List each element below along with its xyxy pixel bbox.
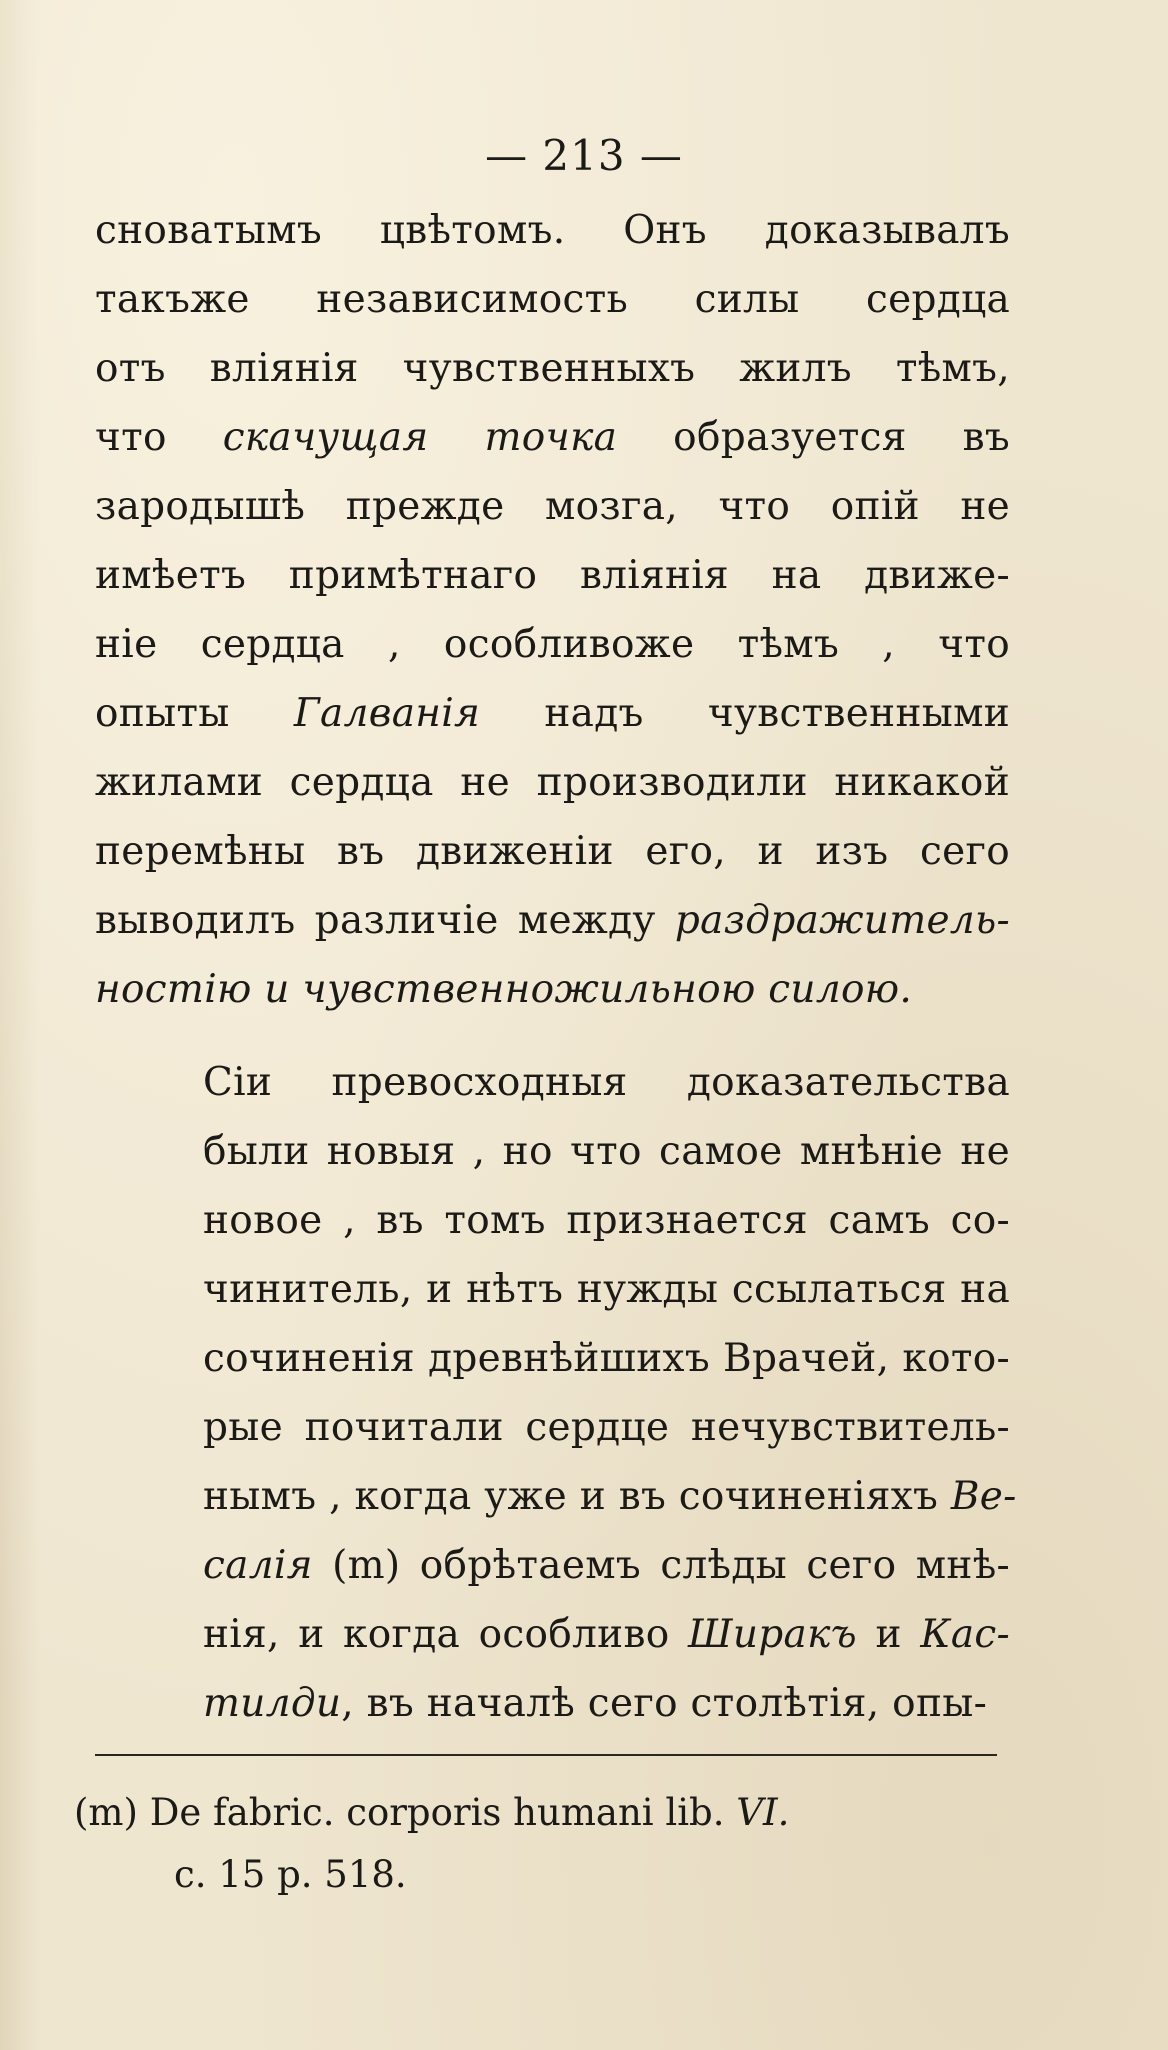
italic-term: салiя bbox=[203, 1543, 313, 1588]
text-line: салiя (m) обрѣтаемъ слѣды сего мнѣ- bbox=[203, 1543, 1010, 1588]
italic-term: Кас- bbox=[920, 1612, 1010, 1657]
text-line: имѣетъ примѣтнаго влiянiя на движе- bbox=[95, 553, 1010, 598]
text-line: рые почитали сердце нечувствитель- bbox=[203, 1405, 1010, 1450]
italic-term: скачущая точка bbox=[222, 415, 618, 460]
text-line: нымъ , когда уже и въ сочиненiяхъ Ве- bbox=[203, 1474, 1017, 1519]
text-line: сноватымъ цвѣтомъ. Онъ доказывалъ bbox=[95, 208, 1010, 253]
italic-term: тилди bbox=[203, 1681, 342, 1726]
body-text bbox=[95, 196, 1017, 1738]
italic-term: Ширакъ bbox=[688, 1612, 857, 1657]
text-line: жилами сердца не производили никакой bbox=[95, 760, 1010, 805]
text-line: такъже независимость силы сердца bbox=[95, 277, 1010, 322]
text-line: чинитель, и нѣтъ нужды ссылаться на bbox=[203, 1267, 1010, 1312]
footnote bbox=[74, 1782, 1014, 1906]
footnote-line-2: c. 15 p. 518. bbox=[174, 1853, 407, 1896]
text-line: опыты Галванiя надъ чувственными bbox=[95, 691, 1011, 736]
text-line: зародышѣ прежде мозга, что опiй не bbox=[95, 484, 1010, 529]
italic-term: VI. bbox=[736, 1791, 790, 1834]
text-line: сочиненiя древнѣйшихъ Врачей, кото- bbox=[203, 1336, 1010, 1381]
text-line: Сiи превосходныя доказательства bbox=[203, 1060, 1010, 1105]
footnote-rule bbox=[95, 1754, 997, 1756]
text-line: нiе сердца , особливоже тѣмъ , что bbox=[95, 622, 1010, 667]
text-line: отъ влiянiя чувственныхъ жилъ тѣмъ, bbox=[95, 346, 1010, 391]
italic-term: Ве- bbox=[950, 1474, 1017, 1519]
text-line: были новыя , но что самое мнѣнiе не bbox=[203, 1129, 1010, 1174]
text-line: новое , въ томъ признается самъ со- bbox=[203, 1198, 1010, 1243]
italic-term: Галванiя bbox=[293, 691, 481, 736]
page-number: — 213 — bbox=[485, 131, 683, 180]
paragraph-2 bbox=[95, 1048, 1017, 1738]
paragraph-1 bbox=[95, 196, 1010, 1024]
italic-term: ностiю и чувственножильною силою. bbox=[95, 967, 913, 1012]
text-line: тилди, въ началѣ сего столѣтiя, опы- bbox=[203, 1681, 988, 1726]
text-line bbox=[95, 955, 1010, 1024]
italic-term: раздражитель- bbox=[674, 898, 1010, 943]
text-line: перемѣны въ движенiи его, и изъ сего bbox=[95, 829, 1010, 874]
text-line: что скачущая точка образуется въ bbox=[95, 415, 1011, 460]
text-line: нiя, и когда особливо Ширакъ и Кас- bbox=[203, 1612, 1010, 1657]
text-line: выводилъ различiе между раздражитель- bbox=[95, 898, 1010, 943]
footnote-line-1: (m) De fabric. corporis humani lib. VI. bbox=[74, 1791, 790, 1834]
